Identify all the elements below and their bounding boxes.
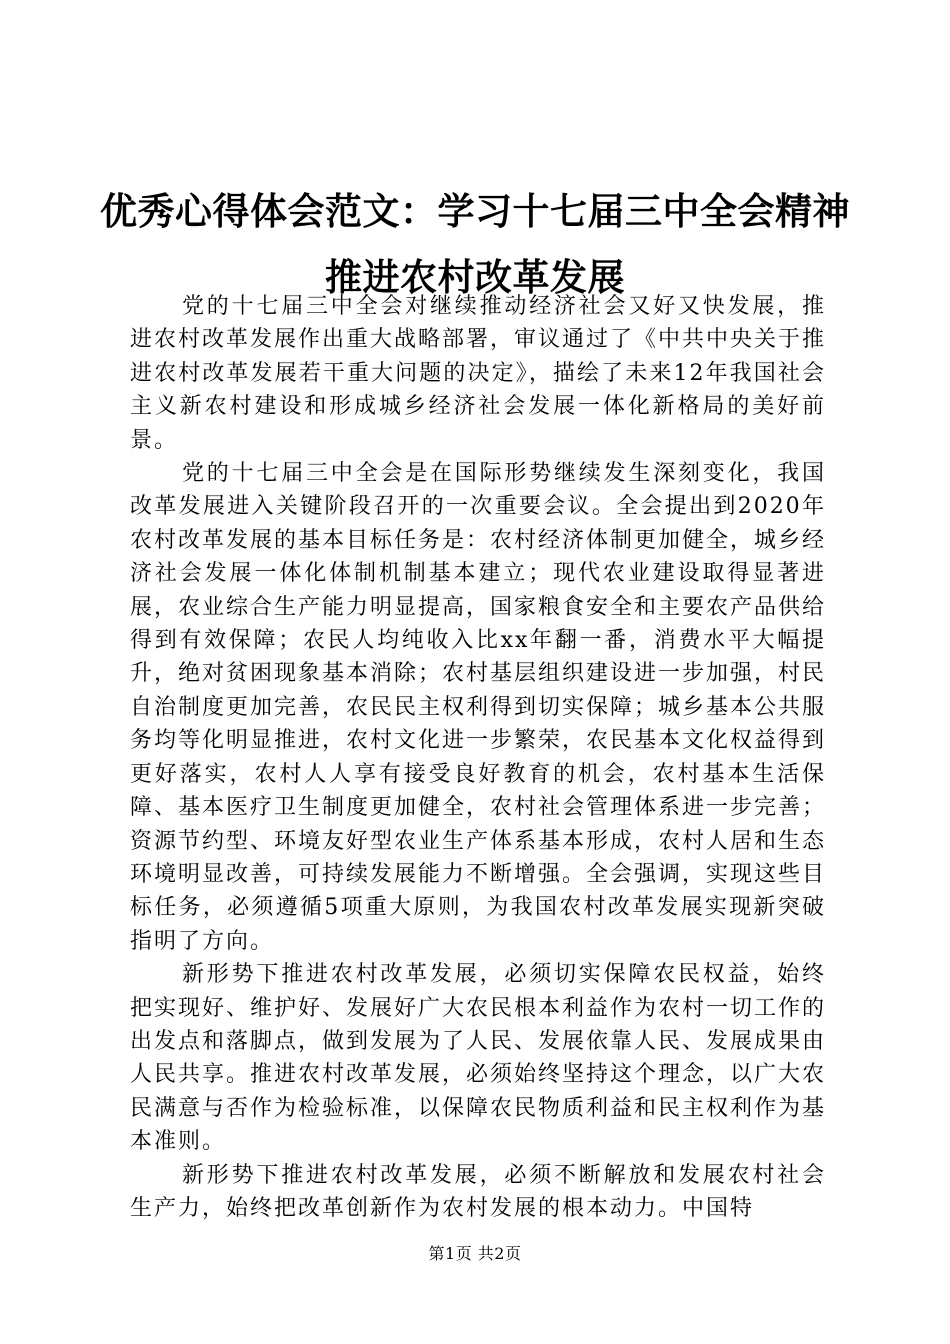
paragraph-4: 新形势下推进农村改革发展，必须不断解放和发展农村社会生产力，始终把改革创新作为农村发展的根本动力。中国特 — [130, 1162, 826, 1221]
paragraph-2: 党的十七届三中全会是在国际形势继续发生深刻变化，我国改革发展进入关键阶段召开的一次重要会议。全会提出到2020年农村改革发展的基本目标任务是：农村经济体制更加健全，城乡经济社会发展一体化体制机制基本建立；现代农业建设取得显著进展，农业综合生产能力明显提高，国家粮食安全和主要农产品供给得到有效保障；农民人均纯收入比xx年翻一番，消费水平大幅提升，绝对贫困现象基本消除；农村基层组织建设进一步加强，村民自治制度更加完善，农民民主权利得到切实保障；城乡基本公共服务均等化明显推进，农村文化进一步繁荣，农民基本文化权益得到更好落实，农村人人享有接受良好教育的机会，农村基本生活保障、基本医疗卫生制度更加健全，农村社会管理体系进一步完善；资源节约型、环境友好型农业生产体系基本形成，农村人居和生态环境明显改善，可持续发展能力不断增强。全会强调，实现这些目标任务，必须遵循5项重大原则，为我国农村改革发展实现新突破指明了方向。 — [130, 461, 827, 954]
paragraph-1: 党的十七届三中全会对继续推动经济社会又好又快发展，推进农村改革发展作出重大战略部署，审议通过了《中共中央关于推进农村改革发展若干重大问题的决定》，描绘了未来12年我国社会主义新农村建设和形成城乡经济社会发展一体化新格局的美好前景。 — [130, 294, 827, 453]
page-footer: 第1页 共2页 — [428, 1244, 522, 1263]
paragraph-3: 新形势下推进农村改革发展，必须切实保障农民权益，始终把实现好、维护好、发展好广大农民根本利益作为农村一切工作的出发点和落脚点，做到发展为了人民、发展依靠人民、发展成果由人民共享。推进农村改革发展，必须始终坚持这个理念，以广大农民满意与否作为检验标准，以保障农民物质利益和民主权利作为基本准则。 — [130, 962, 827, 1155]
title-line-2: 推进农村改革发展 — [325, 255, 625, 299]
title-line-1: 优秀心得体会范文：学习十七届三中全会精神 — [100, 189, 850, 233]
document-body — [130, 290, 826, 1225]
